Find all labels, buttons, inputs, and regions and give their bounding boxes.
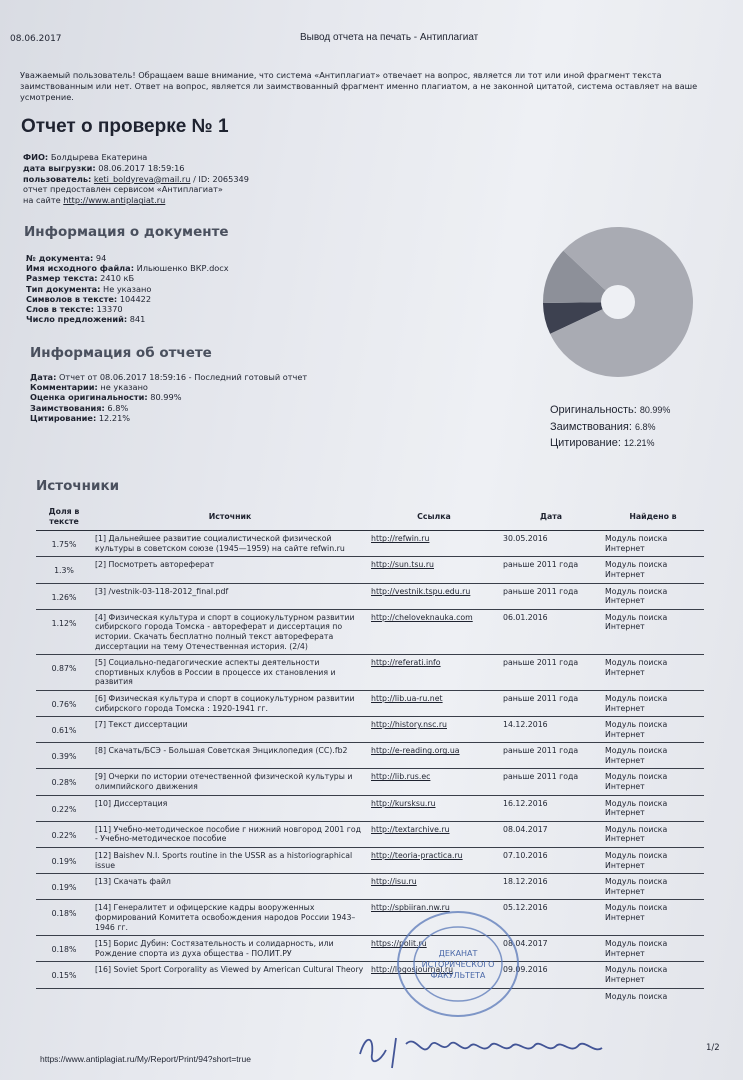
export-label: дата выгрузки: [23,162,96,173]
report-info-value: 12.21% [98,412,131,423]
doc-info-value: 841 [129,314,146,325]
source-title: [1] Дальнейшее развитие социалистической физической культуры в советском союзе (1945—1959) на сайте refwin.ru [92,531,368,557]
source-title: [9] Очерки по истории отечественной физической культуры и олимпийского движения [92,769,368,795]
report-meta [23,152,249,206]
doc-info-label: Тип документа: [26,283,101,294]
report-info-value: Отчет от 08.06.2017 18:59:16 - Последний готовый отчет [58,372,308,382]
page-number: 1/2 [706,1043,720,1053]
site-link[interactable]: http://www.antiplagiat.ru [63,195,166,206]
report-info-value: 80.99% [150,392,182,403]
source-title: [14] Генералитет и офицерские кадры вооруженных формирований Комитета освобождения народов России 1943–1946 гг. [92,900,368,936]
doc-info-value: 13370 [96,304,123,315]
source-found-in: Модуль поиска Интернет [602,743,704,769]
source-share: 0.61% [36,717,92,743]
doc-info-value: 104422 [119,293,152,304]
legend-value: 80.99% [639,405,671,415]
source-title: [10] Диссертация [92,795,368,821]
source-share: 0.18% [36,936,92,962]
doc-info-label: Имя исходного файла: [26,263,134,274]
legend-item [550,419,670,436]
doc-info-label: Слов в тексте: [26,304,94,315]
pie-legend [550,402,670,452]
source-found-in: Модуль поиска Интернет [602,690,704,716]
doc-info-value: Ильюшенко ВКР.docx [136,263,229,274]
col-found: Найдено в [602,503,704,531]
source-share: 0.15% [36,962,92,988]
source-date: 18.12.2016 [500,874,602,900]
table-row [36,874,704,900]
sources-table [36,503,704,1010]
source-link[interactable]: http://referati.info [368,655,500,691]
fio-label: ФИО: [23,152,49,162]
report-title: Отчет о проверке № 1 [21,116,229,137]
report-info-row [30,372,307,382]
empty-cell [92,988,368,1010]
source-date: 09.09.2016 [500,962,602,988]
source-link[interactable]: http://refwin.ru [368,531,500,557]
col-source: Источник [92,503,368,531]
source-link[interactable]: http://cheloveknauka.com [368,609,500,654]
report-info-row [30,392,307,402]
legend-value: 12.21% [624,438,655,448]
stamp-line-1: ДЕКАНАТ [438,949,478,958]
footer-url: https://www.antiplagiat.ru/My/Report/Print/94?short=true [40,1054,251,1064]
doc-info-label: Размер текста: [26,273,98,284]
source-date: раньше 2011 года [500,655,602,691]
export-value: 08.06.2017 18:59:16 [98,162,185,173]
source-title: [7] Текст диссертации [92,717,368,743]
source-date: 07.10.2016 [500,848,602,874]
table-row [36,936,704,962]
source-title: [8] Скачать/БСЭ - Большая Советская Энциклопедия (СС).fb2 [92,743,368,769]
source-title: [16] Soviet Sport Corporality as Viewed by American Cultural Theory [92,962,368,988]
doc-info-row [26,284,229,294]
source-date: раньше 2011 года [500,583,602,609]
source-link[interactable]: http://textarchive.ru [368,821,500,847]
source-date: раньше 2011 года [500,690,602,716]
report-info-heading: Информация об отчете [30,345,212,361]
source-found-in: Модуль поиска Интернет [602,936,704,962]
table-row [36,962,704,988]
source-found-in: Модуль поиска Интернет [602,874,704,900]
legend-label: Цитирование: [550,437,621,449]
source-link[interactable]: http://vestnik.tspu.edu.ru [368,583,500,609]
originality-pie-chart [538,222,698,382]
stamp-line-2: ИСТОРИЧЕСКОГО [421,960,495,969]
print-date: 08.06.2017 [10,34,62,44]
source-share: 0.18% [36,900,92,936]
user-notice: Уважаемый пользователь! Обращаем ваше внимание, что система «Антиплагиат» отвечает на вопрос, является ли тот или иной фрагмент текста заимствованным или нет. Ответ на вопрос, является ли заимствованный фрагмент именно плагиатом, а не законной цитатой, система оставляет на ваше усмотрение. [20,70,698,102]
doc-info-label: № документа: [26,253,94,263]
user-id: / ID: 2065349 [190,173,249,184]
source-share: 1.26% [36,583,92,609]
source-date: 14.12.2016 [500,717,602,743]
faculty-stamp [394,908,522,1020]
report-info-label: Цитирование: [30,412,97,423]
col-date: Дата [500,503,602,531]
source-link[interactable]: http://logosjournal.ru [368,962,500,988]
legend-item [550,435,670,452]
source-link[interactable]: http://e-reading.org.ua [368,743,500,769]
source-found-in: Модуль поиска Интернет [602,583,704,609]
source-date: раньше 2011 года [500,557,602,583]
source-date: 08.04.2017 [500,821,602,847]
source-date: раньше 2011 года [500,743,602,769]
report-info-row [30,403,307,413]
table-row [36,848,704,874]
source-title: [12] Baishev N.I. Sports routine in the USSR as a historiographical issue [92,848,368,874]
source-date: 05.12.2016 [500,900,602,936]
fio-value: Болдырева Екатерина [50,152,148,162]
source-title: [3] /vestnik-03-118-2012_final.pdf [92,583,368,609]
source-date: 16.12.2016 [500,795,602,821]
report-info-label: Заимствования: [30,402,105,413]
source-link[interactable]: http://kursksu.ru [368,795,500,821]
source-found-in: Модуль поиска Интернет [602,769,704,795]
source-link[interactable]: http://lib.ua-ru.net [368,690,500,716]
source-share: 0.22% [36,795,92,821]
table-row-partial [36,988,704,1010]
table-row [36,743,704,769]
source-link[interactable]: http://lib.rus.ec [368,769,500,795]
source-title: [4] Физическая культура и спорт в социокультурном развитии сибирского города Томска - автореферат и диссертация по истории. Скачать бесплатно полный текст автореферата диссертации на тему Отечественная история. (2/4) [92,609,368,654]
source-found-in: Модуль поиска Интернет [602,717,704,743]
source-title: [2] Посмотреть автореферат [92,557,368,583]
legend-item [550,402,670,419]
source-found-in: Модуль поиска Интернет [602,962,704,988]
doc-info-heading: Информация о документе [24,224,229,240]
pie-center-hole [601,285,635,319]
doc-info-row [26,304,229,314]
col-share: Доля в тексте [36,503,92,531]
source-found-in: Модуль поиска Интернет [602,848,704,874]
source-title: [15] Борис Дубин: Состязательность и солидарность, или Рождение спорта из духа общества - ПОЛИТ.РУ [92,936,368,962]
user-email-link[interactable]: keti_boldyreva@mail.ru [93,173,191,184]
source-title: [13] Скачать файл [92,874,368,900]
source-found-in: Модуль поиска [605,991,668,1001]
source-link[interactable]: http://teoria-practica.ru [368,848,500,874]
table-row [36,655,704,691]
report-info-row [30,382,307,392]
sources-header-row [36,503,704,531]
doc-info-row [26,314,229,324]
report-info-value: не указано [100,382,148,393]
source-date: 08.04.2017 [500,936,602,962]
source-found-in: Модуль поиска Интернет [602,900,704,936]
doc-info-value: 94 [95,253,107,263]
table-row [36,690,704,716]
source-link[interactable]: https://polit.ru [368,936,500,962]
source-link[interactable]: http://isu.ru [368,874,500,900]
doc-info-row [26,273,229,283]
doc-info-value: 2410 кБ [100,273,135,284]
source-found-in: Модуль поиска Интернет [602,655,704,691]
user-label: пользователь: [23,173,92,184]
report-info-label: Комментарии: [30,382,98,393]
report-info-value: 6.8% [107,402,129,413]
legend-label: Оригинальность: [550,404,637,416]
source-share: 0.19% [36,848,92,874]
source-share: 0.87% [36,655,92,691]
table-row [36,583,704,609]
source-found-in: Модуль поиска Интернет [602,531,704,557]
source-share: 1.12% [36,609,92,654]
table-row [36,609,704,654]
empty-cell [36,988,92,1010]
table-row [36,795,704,821]
doc-info-row [26,263,229,273]
legend-value: 6.8% [634,421,656,432]
source-title: [6] Физическая культура и спорт в социокультурном развитии сибирского города Томска : 1920-1941 гг. [92,690,368,716]
source-found-in: Модуль поиска Интернет [602,557,704,583]
sources-heading: Источники [36,478,120,494]
doc-info-list [26,253,229,324]
source-link[interactable]: http://spbiiran.nw.ru [368,900,500,936]
source-date: 30.05.2016 [500,531,602,557]
report-info-label: Дата: [30,372,57,382]
doc-info-label: Число предложений: [26,314,128,325]
site-prefix: на сайте [23,195,64,206]
source-share: 1.3% [36,557,92,583]
source-share: 0.76% [36,690,92,716]
doc-info-label: Символов в тексте: [26,293,118,304]
doc-info-value: Не указано [103,283,152,294]
source-date: раньше 2011 года [500,769,602,795]
report-info-label: Оценка оригинальности: [30,392,148,403]
table-row [36,557,704,583]
doc-info-row [26,253,229,263]
service-line: отчет предоставлен сервисом «Антиплагиат» [23,184,223,195]
table-row [36,769,704,795]
table-row [36,531,704,557]
col-link: Ссылка [368,503,500,531]
stamp-line-3: ФАКУЛЬТЕТА [430,971,486,980]
source-title: [5] Социально-педагогические аспекты деятельности спортивных клубов в России в процессе их становления и развития [92,655,368,691]
doc-info-row [26,294,229,304]
source-share: 0.19% [36,874,92,900]
source-share: 1.75% [36,531,92,557]
source-found-in: Модуль поиска Интернет [602,609,704,654]
legend-label: Заимствования: [550,420,632,433]
table-row [36,821,704,847]
handwritten-signature [356,1024,616,1070]
source-found-in: Модуль поиска Интернет [602,795,704,821]
source-share: 0.39% [36,743,92,769]
print-header-title: Вывод отчета на печать - Антиплагиат [300,32,479,43]
source-link[interactable]: http://sun.tsu.ru [368,557,500,583]
table-row [36,717,704,743]
report-info-row [30,413,307,423]
source-link[interactable]: http://history.nsc.ru [368,717,500,743]
table-row [36,900,704,936]
report-info-list [30,372,307,423]
source-share: 0.22% [36,821,92,847]
source-title: [11] Учебно-методическое пособие г нижний новгород 2001 год - Учебно-методическое пособие [92,821,368,847]
source-found-in: Модуль поиска Интернет [602,821,704,847]
source-share: 0.28% [36,769,92,795]
source-date: 06.01.2016 [500,609,602,654]
